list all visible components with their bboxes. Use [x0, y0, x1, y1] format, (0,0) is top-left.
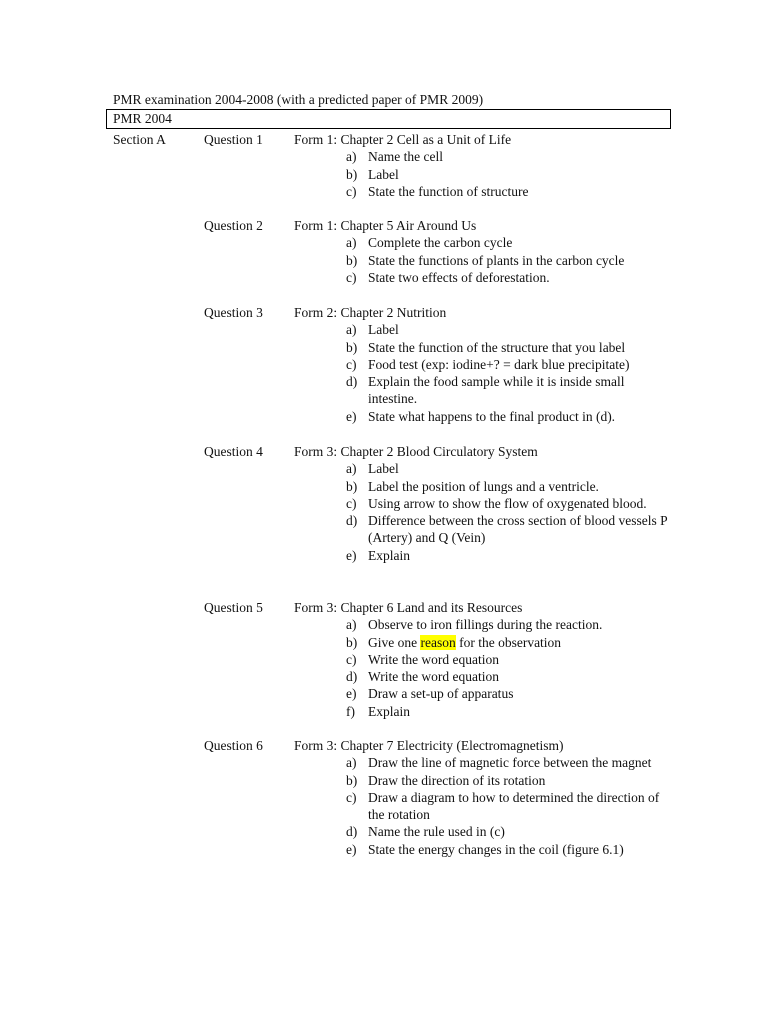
- sub-question: [346, 668, 676, 685]
- sub-question: [346, 772, 676, 789]
- document-title: PMR examination 2004-2008 (with a predicted paper of PMR 2009): [113, 92, 484, 107]
- sub-question: [346, 373, 676, 408]
- sub-question: [346, 269, 676, 286]
- sub-question: [346, 512, 676, 547]
- sub-question-text: Difference between the cross section of blood vessels P (Artery) and Q (Vein): [368, 513, 668, 546]
- sub-question-text: Using arrow to show the flow of oxygenated blood.: [368, 495, 647, 511]
- sub-question-marker: e): [346, 408, 357, 424]
- sub-question-marker: b): [346, 478, 358, 494]
- sub-question-text: Explain the food sample while it is inside small intestine.: [368, 374, 625, 407]
- sub-question: [346, 252, 676, 269]
- sub-question-list: [346, 148, 676, 200]
- question-label: Question 5: [204, 600, 263, 615]
- sub-question: [346, 183, 676, 200]
- sub-question: [346, 321, 676, 338]
- sub-question: [346, 547, 676, 564]
- sub-question-text: Name the rule used in (c): [368, 824, 505, 840]
- sub-question: [346, 651, 676, 668]
- sub-question-text: Name the cell: [368, 149, 443, 165]
- sub-question-marker: c): [346, 356, 357, 372]
- sub-question-marker: b): [346, 339, 358, 355]
- question-label: Question 4: [204, 444, 263, 459]
- sub-question-text: Explain: [368, 703, 410, 719]
- highlighted-word: reason: [420, 634, 456, 650]
- sub-question-marker: e): [346, 841, 357, 857]
- sub-question-text: Draw the line of magnetic force between the magnet: [368, 755, 652, 771]
- sub-question-text: State two effects of deforestation.: [368, 269, 550, 285]
- sub-question-marker: d): [346, 374, 358, 390]
- sub-question-marker: a): [346, 149, 357, 165]
- sub-question: [346, 148, 676, 165]
- question-topic: Form 3: Chapter 2 Blood Circulatory System: [294, 444, 538, 459]
- sub-question-marker: c): [346, 269, 357, 285]
- sub-question-marker: a): [346, 461, 357, 477]
- sub-question: [346, 460, 676, 477]
- sub-question-text: Write the word equation: [368, 669, 500, 685]
- sub-question-text: Observe to iron fillings during the reaction.: [368, 617, 603, 633]
- sub-question-marker: e): [346, 547, 357, 563]
- sub-question-marker: b): [346, 772, 358, 788]
- sub-question: [346, 234, 676, 251]
- sub-question-text-end: for the observation: [455, 634, 562, 650]
- question-label: Question 6: [204, 738, 263, 753]
- sub-question-marker: a): [346, 322, 357, 338]
- sub-question-marker: d): [346, 669, 358, 685]
- question-topic: Form 1: Chapter 5 Air Around Us: [294, 218, 477, 233]
- sub-question-marker: c): [346, 495, 357, 511]
- sub-question: [346, 634, 676, 651]
- sub-question-marker: d): [346, 824, 358, 840]
- question-label: Question 3: [204, 305, 263, 320]
- sub-question-text: Explain: [368, 547, 410, 563]
- sub-question: [346, 166, 676, 183]
- sub-question-marker: d): [346, 513, 358, 529]
- year-heading-box: PMR 2004: [106, 109, 671, 129]
- sub-question-list: [346, 460, 676, 564]
- sub-question-text-start: Give one: [368, 634, 421, 650]
- sub-question-marker: c): [346, 651, 357, 667]
- sub-question-text: Draw a diagram to how to determined the direction of the rotation: [368, 789, 660, 823]
- sub-question-marker: c): [346, 789, 357, 805]
- sub-question-text: Draw a set-up of apparatus: [368, 686, 514, 702]
- sub-question-text: State the functions of plants in the carbon cycle: [368, 252, 625, 268]
- sub-question: [346, 478, 676, 495]
- sub-question-marker: b): [346, 634, 358, 650]
- sub-question-text: State the energy changes in the coil (figure 6.1): [368, 841, 624, 857]
- sub-question-marker: c): [346, 183, 357, 199]
- question-topic: Form 3: Chapter 6 Land and its Resources: [294, 600, 523, 615]
- sub-question-text: Complete the carbon cycle: [368, 235, 513, 251]
- sub-question-text: Label: [368, 461, 399, 477]
- sub-question-marker: f): [346, 703, 355, 719]
- sub-question-list: [346, 616, 676, 720]
- sub-question-marker: a): [346, 235, 357, 251]
- sub-question: [346, 685, 676, 702]
- sub-question-text: Write the word equation: [368, 651, 500, 667]
- sub-question: [346, 754, 676, 771]
- sub-question: [346, 841, 676, 858]
- question-label: Question 2: [204, 218, 263, 233]
- sub-question-text: State the function of structure: [368, 183, 529, 199]
- question-label: Question 1: [204, 132, 263, 147]
- sub-question: [346, 703, 676, 720]
- sub-question: [346, 495, 676, 512]
- sub-question-list: [346, 754, 676, 858]
- question-topic: Form 1: Chapter 2 Cell as a Unit of Life: [294, 132, 512, 147]
- sub-question-text: Food test (exp: iodine+? = dark blue precipitate): [368, 356, 630, 372]
- question-topic: Form 3: Chapter 7 Electricity (Electromagnetism): [294, 738, 564, 753]
- question-topic: Form 2: Chapter 2 Nutrition: [294, 305, 447, 320]
- sub-question: [346, 616, 676, 633]
- sub-question-text: Label: [368, 322, 399, 338]
- sub-question: [346, 356, 676, 373]
- sub-question-marker: a): [346, 755, 357, 771]
- sub-question-marker: b): [346, 252, 358, 268]
- sub-question: [346, 408, 676, 425]
- sub-question: [346, 789, 676, 824]
- sub-question-text: Label the position of lungs and a ventricle.: [368, 478, 599, 494]
- sub-question-text: Draw the direction of its rotation: [368, 772, 546, 788]
- sub-question-list: [346, 321, 676, 425]
- sub-question-marker: a): [346, 617, 357, 633]
- sub-question-text: Label: [368, 166, 399, 182]
- sub-question-text: State what happens to the final product in (d).: [368, 408, 616, 424]
- section-label: Section A: [113, 132, 166, 147]
- sub-question-list: [346, 234, 676, 286]
- sub-question-text: State the function of the structure that you label: [368, 339, 626, 355]
- sub-question: [346, 339, 676, 356]
- sub-question-marker: e): [346, 686, 357, 702]
- sub-question: [346, 823, 676, 840]
- sub-question-marker: b): [346, 166, 358, 182]
